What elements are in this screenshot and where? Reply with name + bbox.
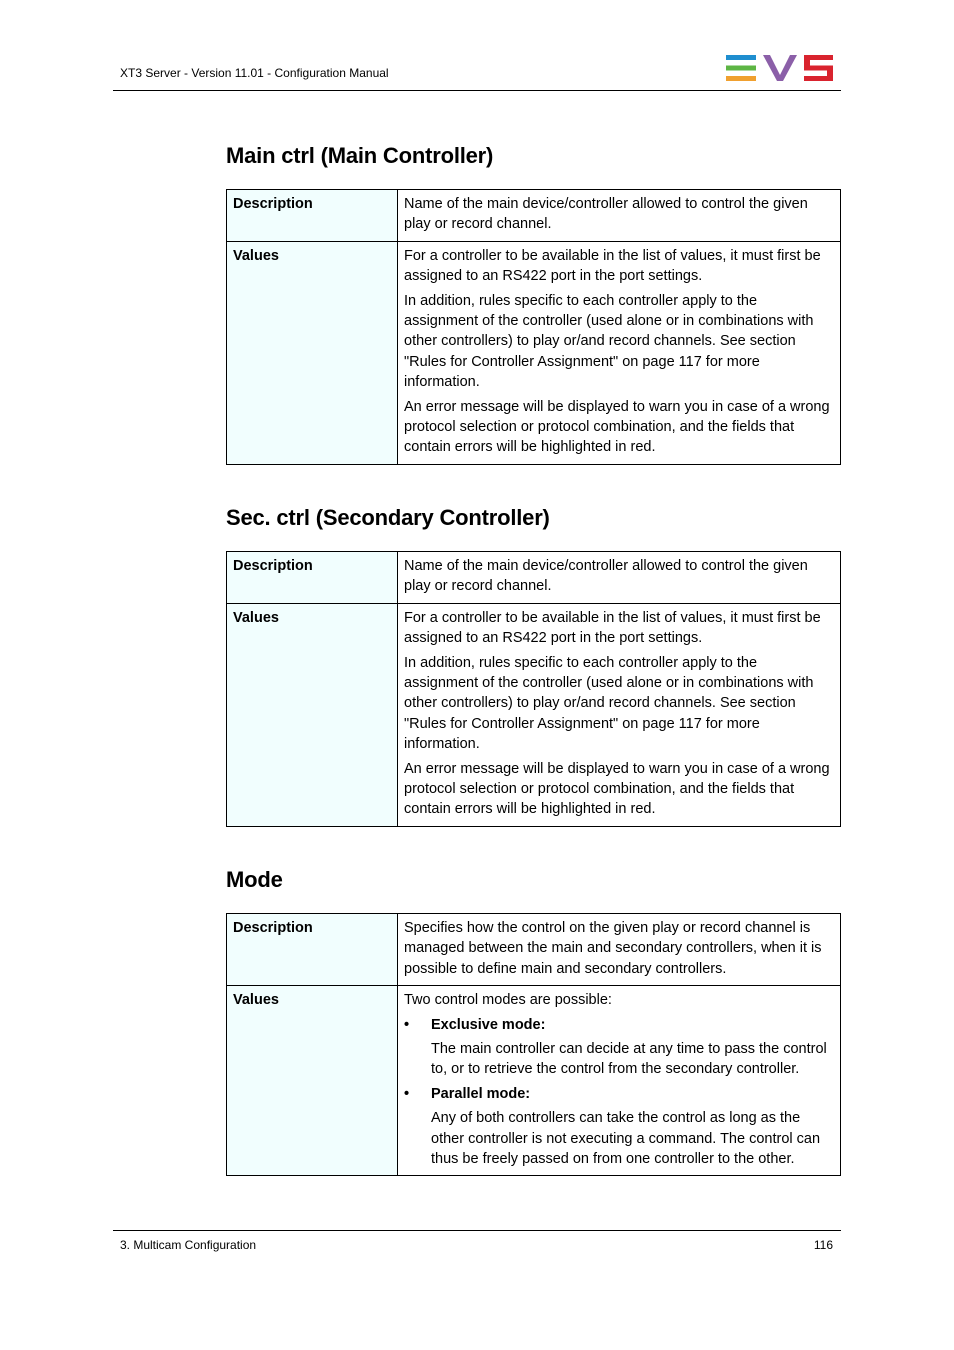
table-row <box>227 603 841 826</box>
bullet-label: Exclusive mode: <box>431 1016 546 1033</box>
parameter-table <box>226 551 841 827</box>
row-value <box>398 552 841 604</box>
section-heading: Main ctrl (Main Controller) <box>226 143 494 168</box>
row-label: Values <box>227 241 398 464</box>
paragraph: For a controller to be available in the list of values, it must first be assigned to an RS422 port in the port settings. <box>404 247 821 285</box>
evs-logo <box>726 54 834 82</box>
row-value <box>398 914 841 986</box>
section-sec-ctrl <box>226 504 841 827</box>
paragraph: Name of the main device/controller allowed to control the given play or record channel. <box>404 558 808 595</box>
footer-chapter: 3. Multicam Configuration <box>120 1238 257 1252</box>
row-value <box>398 603 841 826</box>
document-title: XT3 Server - Version 11.01 - Configuration Manual <box>120 66 389 80</box>
row-label: Values <box>227 603 398 826</box>
footer-rule <box>113 1230 841 1231</box>
paragraph: Two control modes are possible: <box>404 992 612 1009</box>
paragraph: An error message will be displayed to warn you in case of a wrong protocol selection or protocol combination, and the fields that contain errors will be highlighted in red. <box>404 398 830 456</box>
section-mode <box>226 866 841 1176</box>
bullet-item <box>404 1084 834 1104</box>
header-rule <box>113 90 841 91</box>
paragraph: Name of the main device/controller allowed to control the given play or record channel. <box>404 196 808 233</box>
bullet-item <box>404 1015 834 1035</box>
paragraph: In addition, rules specific to each controller apply to the assignment of the controller (used alone or in combinations with other controllers) to play or/and record channels. See section "Rules for Controller Assignment" on page 117 for more information. <box>404 292 814 391</box>
table-row <box>227 241 841 464</box>
table-row <box>227 190 841 242</box>
table-row <box>227 552 841 604</box>
table-row <box>227 986 841 1176</box>
row-label: Description <box>227 914 398 986</box>
paragraph: For a controller to be available in the list of values, it must first be assigned to an RS422 port in the port settings. <box>404 609 821 647</box>
section-heading: Mode <box>226 867 283 892</box>
parameter-table <box>226 913 841 1176</box>
row-label: Values <box>227 986 398 1176</box>
bullet-icon: • <box>404 1016 410 1033</box>
parameter-table <box>226 189 841 465</box>
row-value <box>398 986 841 1176</box>
bullet-text: Any of both controllers can take the control as long as the other controller is not executing a command. The control can thus be freely passed on from one controller to the other. <box>431 1110 821 1168</box>
table-row <box>227 914 841 986</box>
bullet-text: The main controller can decide at any time to pass the control to, or to retrieve the control from the secondary controller. <box>431 1041 827 1078</box>
row-value <box>398 241 841 464</box>
row-label: Description <box>227 190 398 242</box>
page-number: 116 <box>813 1238 833 1252</box>
row-label: Description <box>227 552 398 604</box>
bullet-icon: • <box>404 1085 410 1102</box>
paragraph: In addition, rules specific to each controller apply to the assignment of the controller (used alone or in combinations with other controllers) to play or/and record channels. See section "Rules for Controller Assignment" on page 117 for more information. <box>404 654 814 753</box>
paragraph: An error message will be displayed to warn you in case of a wrong protocol selection or protocol combination, and the fields that contain errors will be highlighted in red. <box>404 760 830 818</box>
section-heading: Sec. ctrl (Secondary Controller) <box>226 505 550 530</box>
bullet-label: Parallel mode: <box>431 1085 531 1102</box>
section-main-ctrl <box>226 142 841 465</box>
paragraph: Specifies how the control on the given play or record channel is managed between the main and secondary controllers, when it is possible to define main and secondary controllers. <box>404 920 822 977</box>
row-value <box>398 190 841 242</box>
